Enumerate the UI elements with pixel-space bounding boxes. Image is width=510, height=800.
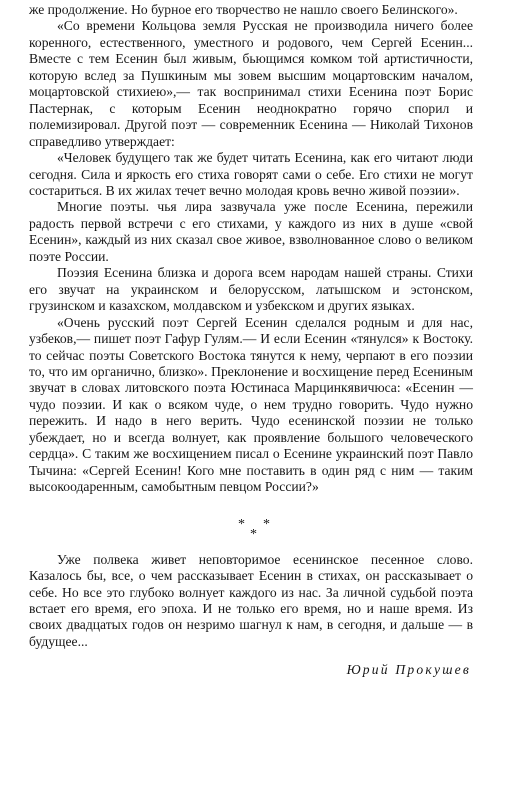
paragraph-gulyam-quote: «Очень русский поэт Сергей Есенин сделался родным и для нас, узбеков,— пишет поэт Гафур Гулям.— И если Есенин «тянулся» к Востоку. то сейчас поэты Советского Востока тянутся к нему, черпают в его поэзии то, что им органично, близко». Преклонение и восхищение перед Есениным звучат в словах литовского поэта Юстинаса Марцинкявичюса: «Есенин — чудо поэзии. И как о всяком чуде, о нем трудно говорить. Чудо нужно пережить. И надо в него верить. Чудо есенинской поэзии не только убеждает, но и всегда волнует, как проявление большого человеческого сердца». С таким же восхищением писал о Есенине украинский поэт Павло Тычина: «Сергей Есенин! Кого мне поставить в один ряд с ним — таким высокоодаренным, самобытным певцом России?» (29, 314, 473, 495)
author-signature: Юрий Прокушев (346, 662, 471, 678)
paragraph-pasternak-quote: «Со времени Кольцова земля Русская не производила ничего более коренного, естественного, уместного и родового, чем Сергей Есенин... Вместе с тем Есенин был живым, бьющимся комком той артистичности, которую вслед за Пушкиным мы зовем высшим моцартовским началом, моцартовской стихиею»,— так воспринимал стихи Есенина поэт Борис Пастернак, с которым Есенин неоднократно горячо спорил и полемизировал. Другой поэт — современник Есенина — Николай Тихонов справедливо утверждает: (29, 18, 473, 149)
section-separator (29, 496, 473, 552)
paragraph-continuation: же продолжение. Но бурное его творчество не нашло своего Белинского». (29, 2, 458, 17)
paragraph-half-century: Уже полвека живет неповторимое есенинское песенное слово. Казалось бы, все, о чем рассказывает Есенин в стихах, он рассказывает о себе. Но все это глубоко волнует каждого из нас. За личной судьбой поэта встает его время, его эпоха. И не только его время, но и наше время. Из своих двадцатых годов он незримо шагнул к нам, в сегодня, и дальше — в будущее... (29, 551, 473, 649)
paragraph-many-poets: Многие поэты. чья лира зазвучала уже после Есенина, пережили радость первой встречи с его стихами, у каждого из них в душе «свой Есенин», каждый из них сказал свое живое, взволнованное слово о великом поэте России. (29, 199, 473, 264)
separator-star-right: * (263, 516, 270, 532)
separator-star-bottom: * (250, 526, 257, 542)
separator-star-left: * (238, 516, 245, 532)
article-page (29, 2, 473, 679)
paragraph-tikhonov-quote: «Человек будущего так же будет читать Есенина, как его читают люди сегодня. Сила и яркость его стиха говорят сами о себе. Его стихи не могут состариться. В их жилах течет вечно молодая кровь вечно живой поэзии». (29, 150, 473, 198)
paragraph-poetry-languages: Поэзия Есенина близка и дорога всем народам нашей страны. Стихи его звучат на украинском и белорусском, латышском и эстонском, грузинском и казахском, молдавском и узбекском и других языках. (29, 265, 473, 314)
